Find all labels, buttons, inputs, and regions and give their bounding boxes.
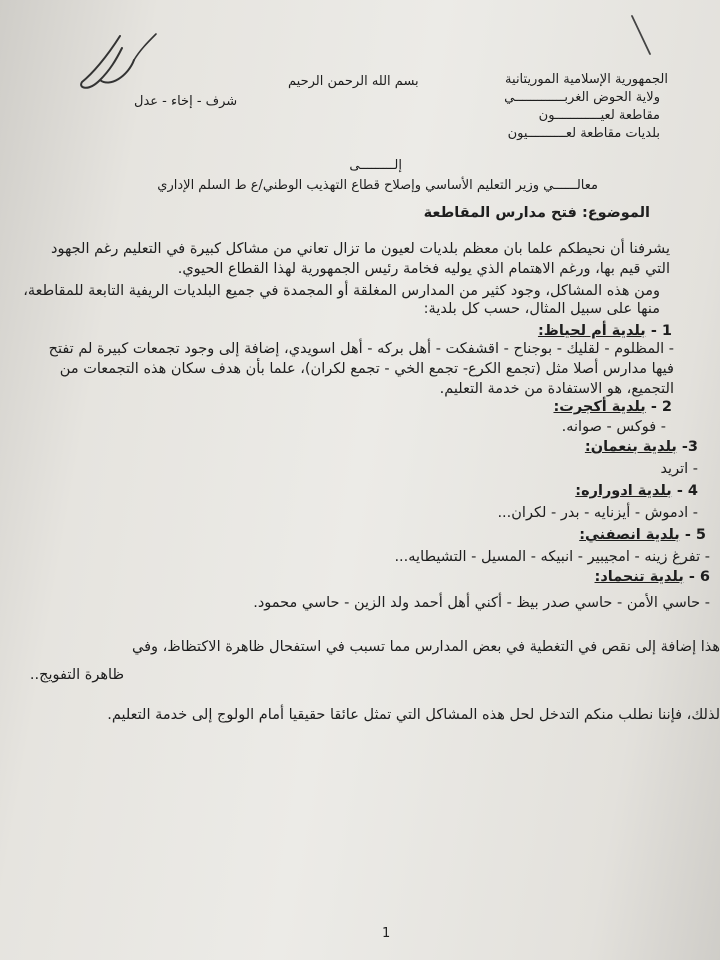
- header-wilaya: ولاية الحوض الغربـــــــــــــي: [504, 90, 660, 105]
- section-number: 2 -: [650, 399, 672, 415]
- handwritten-stroke: [620, 10, 660, 60]
- section-heading: [585, 438, 698, 457]
- basmala: بسم الله الرحمن الرحيم: [288, 74, 419, 89]
- section-heading: [553, 398, 672, 417]
- addressee-minister: معالــــــي وزير التعليم الأساسي وإصلاح قطاع التهذيب الوطني/ع ط السلم الإداري: [157, 178, 598, 193]
- section-heading: [595, 568, 710, 587]
- section-heading: [538, 322, 672, 341]
- header-communes: بلديات مقاطعة لعــــــــــيون: [507, 126, 660, 141]
- section-line: - فوكس - صوانه.: [561, 419, 666, 435]
- section-heading: [579, 526, 706, 545]
- header-country: الجمهورية الإسلامية الموريتانية: [505, 72, 668, 87]
- section-title: بلدية أم لحياظ:: [537, 323, 646, 339]
- section-title: بلدية بنعمان:: [584, 439, 677, 455]
- section-number: 1 -: [650, 323, 672, 339]
- handwritten-check-mark: [70, 30, 160, 100]
- intro-line: منها على سبيل المثال، حسب كل بلدية:: [423, 301, 660, 317]
- section-line: - ادموش - أيزنايه - بدر - لكران...: [497, 505, 698, 521]
- closing-line: ظاهرة التفويج..: [29, 667, 124, 683]
- intro-line: التي قيم بها، ورغم الاهتمام الذي يوليه فخامة رئيس الجمهورية لهذا القطاع الحيوي.: [177, 261, 670, 277]
- section-number: 4 -: [676, 483, 698, 499]
- section-line: التجميع، هو الاستفادة من خدمة التعليم.: [439, 381, 674, 397]
- section-heading: [575, 482, 698, 501]
- addressee-to: إلـــــــــى: [349, 158, 402, 173]
- national-motto: شرف - إخاء - عدل: [134, 94, 238, 109]
- section-title: بلدية ادوراره:: [575, 483, 672, 499]
- section-title: بلدية انصفني:: [579, 527, 680, 543]
- intro-line: ومن هذه المشاكل، وجود كثير من المدارس المغلقة أو المجمدة في جميع البلديات الريفية التابعة للمقاطعة،: [23, 283, 660, 299]
- section-number: 3-: [681, 439, 698, 455]
- section-line: فيها مدارس أصلا مثل (تجمع الكرع- تجمع الخي - تجمع لكران)، علما بأن هدف سكان هذه التجمعات من: [59, 361, 674, 377]
- section-line: - تفرغ زينه - امجيبير - انبيكه - المسيل - التشيطايه...: [394, 549, 710, 565]
- section-number: 6 -: [688, 569, 710, 585]
- section-title: بلدية تنحماد:: [594, 569, 684, 585]
- subject-line: الموضوع: فتح مدارس المقاطعة: [423, 205, 650, 221]
- page-number: 1: [382, 926, 391, 941]
- closing-line: هذا إضافة إلى نقص في التغطية في بعض المدارس مما تسبب في استفحال ظاهرة الاكتظاظ، وفي: [132, 639, 720, 655]
- section-line: - حاسي الأمن - حاسي صدر بيظ - أكني أهل أحمد ولد الزين - حاسي محمود.: [253, 595, 710, 611]
- header-moughataa: مقاطعة لعيــــــــــــون: [538, 108, 660, 123]
- section-line: - المظلوم - لقليك - بوجناح - اقشفكت - أهل بركه - أهل اسويدي، إضافة إلى وجود تجمعات كبيرة لم تفتح: [48, 341, 674, 357]
- closing-request: لذلك، فإننا نطلب منكم التدخل لحل هذه المشاكل التي تمثل عائقا حقيقيا أمام الولوج إلى خدمة التعليم.: [107, 707, 720, 723]
- section-number: 5 -: [684, 527, 706, 543]
- section-line: - اتريد: [660, 461, 698, 477]
- section-title: بلدية أكجرت:: [553, 399, 646, 415]
- intro-line: يشرفنا أن نحيطكم علما بان معظم بلديات لعيون ما تزال تعاني من مشاكل كبيرة في التعليم رغم الجهود: [51, 241, 670, 257]
